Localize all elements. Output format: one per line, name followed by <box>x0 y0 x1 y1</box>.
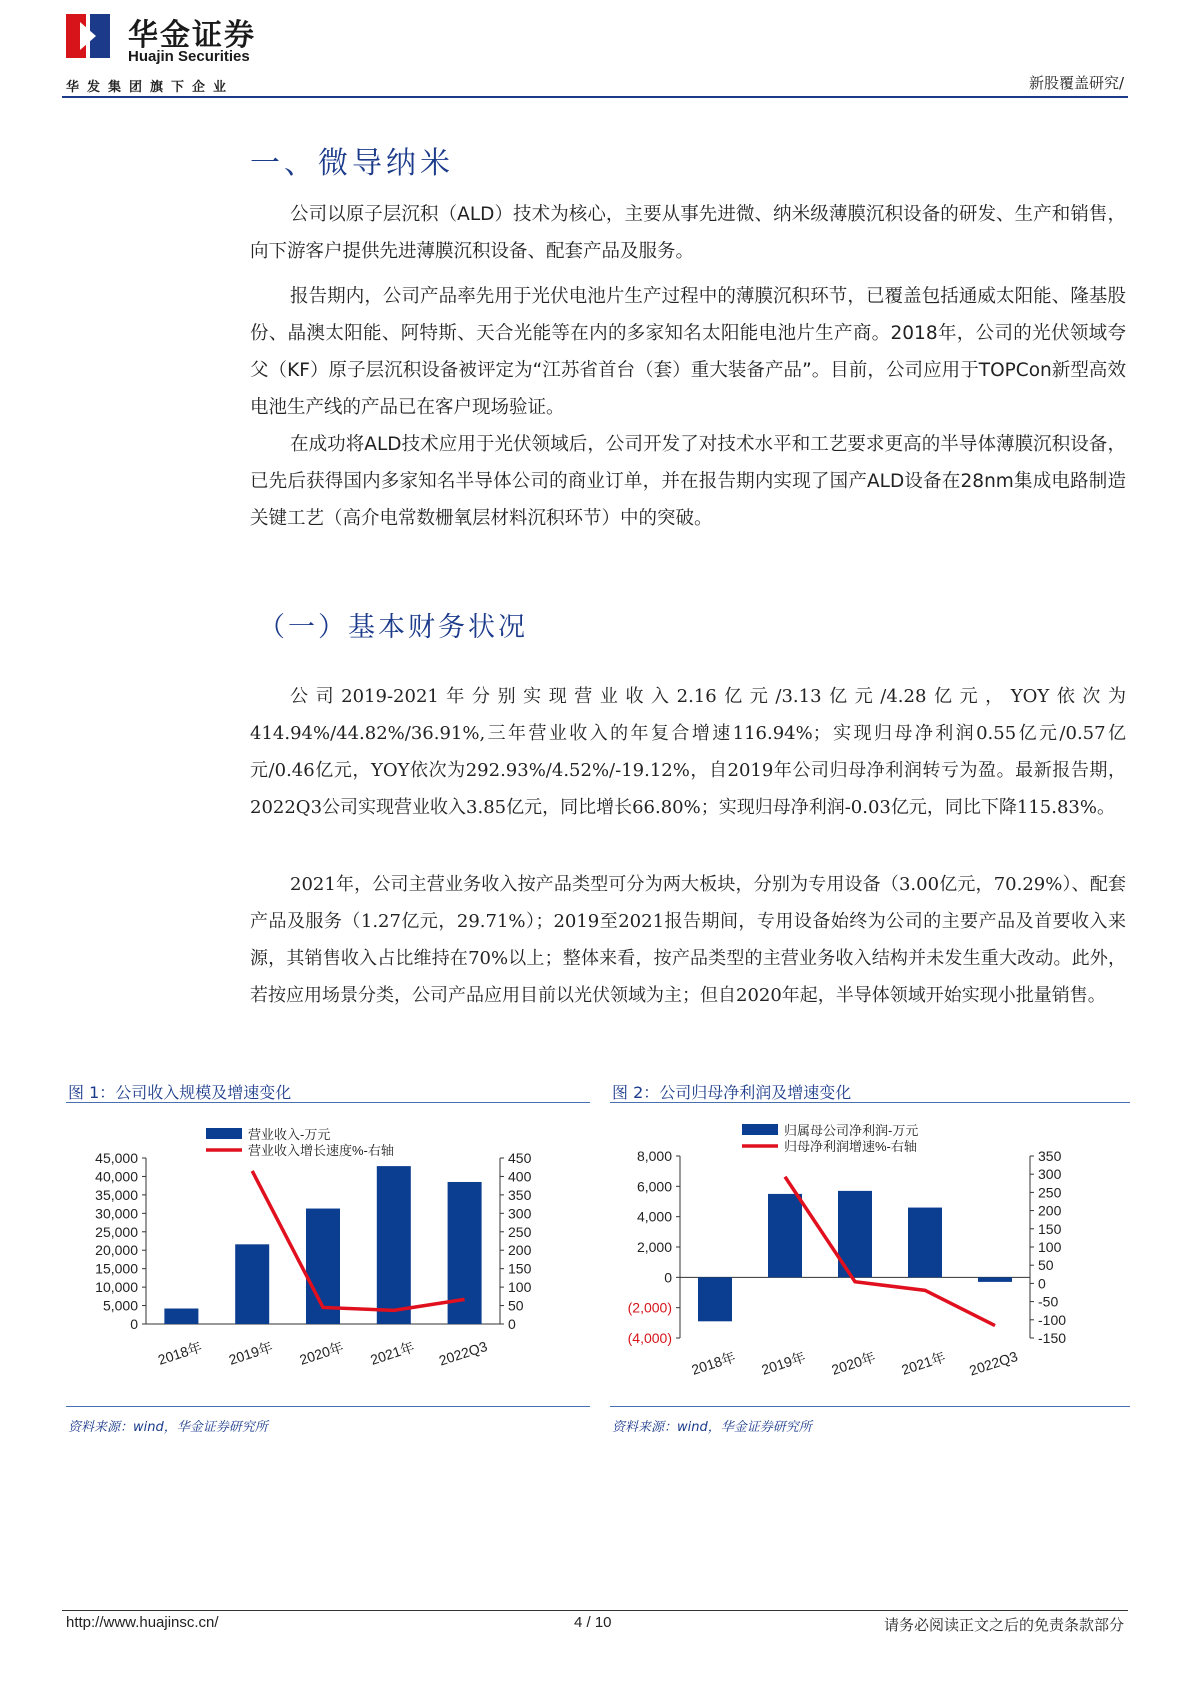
figure-1-source: 资料来源：wind，华金证券研究所 <box>68 1420 268 1435</box>
bar-2021年 <box>908 1208 942 1278</box>
bar-2018年 <box>698 1277 732 1321</box>
x-tick-label: 2021年 <box>899 1348 948 1378</box>
y-right-tick-label: 50 <box>1038 1257 1054 1274</box>
y-left-tick-label: 30,000 <box>95 1205 138 1222</box>
bar-2022Q3 <box>978 1277 1012 1282</box>
x-tick-label: 2020年 <box>297 1338 346 1368</box>
figure-1-top-rule <box>66 1102 590 1103</box>
paragraph: 公司以原子层沉积（ALD）技术为核心，主要从事先进微、纳米级薄膜沉积设备的研发、生产和销售，向下游客户提供先进薄膜沉积设备、配套产品及服务。 <box>250 204 1126 262</box>
figure-1-bottom-rule <box>66 1406 590 1407</box>
net-profit-chart <box>610 1108 1130 1398</box>
header-divider <box>62 96 1128 98</box>
y-right-tick-label: 300 <box>508 1205 532 1222</box>
y-right-tick-label: 350 <box>1038 1148 1062 1164</box>
figure-1-title: 图 1：公司收入规模及增速变化 <box>68 1083 292 1102</box>
y-right-tick-label: 100 <box>1038 1239 1062 1255</box>
x-tick-label: 2022Q3 <box>436 1337 490 1369</box>
legend-line-label: 归母净利润增速%-右轴 <box>784 1139 917 1154</box>
paragraph: 2021年，公司主营业务收入按产品类型可分为两大板块，分别为专用设备（3.00亿元，70.29%）、配套产品及服务（1.27亿元，29.71%）；2019至2021报告期间，专用设备始终为公司的主要产品及首要收入来源，其销售收入占比维持在70%以上；整体来看，按产品类型的主营业务收入结构并未发生重大改动。此外，若按应用场景分类，公司产品应用目前以光伏领域为主；但自2020年起，半导体领域开始实现小批量销售。 <box>250 874 1126 1006</box>
y-right-tick-label: -50 <box>1038 1293 1059 1310</box>
revenue-chart <box>66 1108 590 1398</box>
y-left-tick-label: 0 <box>664 1269 672 1286</box>
y-left-tick-label: 15,000 <box>95 1260 138 1277</box>
y-left-tick-label: (2,000) <box>627 1299 672 1316</box>
paragraph: 在成功将ALD技术应用于光伏领域后，公司开发了对技术水平和工艺要求更高的半导体薄膜沉积设备，已先后获得国内多家知名半导体公司的商业订单，并在报告期内实现了国产ALD设备在28nm集成电路制造关键工艺（高介电常数栅氧层材料沉积环节）中的突破。 <box>250 434 1126 529</box>
x-tick-label: 2022Q3 <box>967 1347 1020 1379</box>
x-tick-label: 2021年 <box>368 1338 417 1368</box>
bar-2019年 <box>235 1244 269 1324</box>
y-left-tick-label: 2,000 <box>636 1239 672 1255</box>
section-title: 一、微导纳米 <box>250 146 454 181</box>
figure-2-source: 资料来源：wind，华金证券研究所 <box>612 1420 812 1435</box>
y-right-tick-label: 250 <box>1038 1184 1062 1201</box>
y-right-tick-label: 0 <box>1038 1275 1046 1292</box>
x-tick-label: 2019年 <box>226 1338 275 1368</box>
y-right-tick-label: 50 <box>508 1297 524 1314</box>
y-left-tick-label: (4,000) <box>627 1330 672 1346</box>
legend-bar-swatch <box>742 1124 778 1135</box>
brand-name-en: Huajin Securities <box>128 48 250 65</box>
page-number: 4 / 10 <box>574 1614 612 1631</box>
y-right-tick-label: 150 <box>508 1260 532 1277</box>
figure-2-bottom-rule <box>610 1406 1130 1407</box>
legend-bar-swatch <box>206 1128 242 1139</box>
bar-2018年 <box>164 1309 198 1324</box>
growth-line <box>252 1171 464 1310</box>
y-left-tick-label: 10,000 <box>95 1279 138 1296</box>
bar-2019年 <box>768 1194 802 1277</box>
legend-bar-label: 营业收入-万元 <box>248 1127 331 1142</box>
report-type-label: 新股覆盖研究/ <box>1028 74 1124 92</box>
footer-divider <box>62 1610 1128 1611</box>
y-left-tick-label: 45,000 <box>95 1150 138 1166</box>
x-tick-label: 2020年 <box>829 1348 878 1378</box>
paragraph: 公司2019-2021年分别实现营业收入2.16亿元/3.13亿元/4.28亿元，YOY依次为414.94%/44.82%/36.91%,三年营业收入的年复合增速116.94%；实现归母净利润0.55亿元/0.57亿元/0.46亿元，YOY依次为292.93%/4.52%/-19.12%，自2019年公司归母净利润转亏为盈。最新报告期，2022Q3公司实现营业收入3.85亿元，同比增长66.80%；实现归母净利润-0.03亿元，同比下降115.83%。 <box>250 686 1126 818</box>
growth-line <box>785 1177 995 1326</box>
y-left-tick-label: 8,000 <box>636 1148 672 1164</box>
figure-2-top-rule <box>610 1102 1130 1103</box>
y-right-tick-label: 200 <box>1038 1202 1062 1219</box>
y-left-tick-label: 6,000 <box>636 1178 672 1195</box>
huajin-logo-icon <box>66 14 110 58</box>
disclaimer-note: 请务必阅读正文之后的免责条款部分 <box>883 1616 1124 1634</box>
bar-2021年 <box>377 1166 411 1324</box>
x-tick-label: 2018年 <box>689 1348 738 1378</box>
footer-url-link[interactable]: http://www.huajinsc.cn/ <box>66 1614 219 1631</box>
y-right-tick-label: 150 <box>1038 1220 1062 1237</box>
y-right-tick-label: 0 <box>508 1316 516 1332</box>
y-right-tick-label: 200 <box>508 1242 532 1259</box>
y-left-tick-label: 0 <box>130 1316 138 1332</box>
brand-subtitle: 华发集团旗下企业 <box>66 80 235 95</box>
y-left-tick-label: 5,000 <box>102 1297 138 1314</box>
y-right-tick-label: -150 <box>1038 1330 1067 1346</box>
y-right-tick-label: -100 <box>1038 1311 1067 1328</box>
y-right-tick-label: 400 <box>508 1168 532 1185</box>
y-left-tick-label: 20,000 <box>95 1242 138 1259</box>
y-left-tick-label: 35,000 <box>95 1186 138 1203</box>
legend-line-label: 营业收入增长速度%-右轴 <box>248 1143 394 1158</box>
brand-name-cn: 华金证券 <box>128 18 256 53</box>
y-right-tick-label: 350 <box>508 1186 532 1203</box>
y-left-tick-label: 4,000 <box>636 1208 672 1225</box>
subsection-title: （一）基本财务状况 <box>258 612 528 643</box>
y-right-tick-label: 100 <box>508 1279 532 1296</box>
y-right-tick-label: 300 <box>1038 1166 1062 1183</box>
y-left-tick-label: 40,000 <box>95 1168 138 1185</box>
y-right-tick-label: 450 <box>508 1150 532 1166</box>
y-left-tick-label: 25,000 <box>95 1223 138 1240</box>
x-tick-label: 2019年 <box>759 1348 808 1378</box>
figure-2-title: 图 2：公司归母净利润及增速变化 <box>612 1083 852 1102</box>
legend-bar-label: 归属母公司净利润-万元 <box>784 1123 919 1138</box>
x-tick-label: 2018年 <box>155 1338 204 1368</box>
paragraph: 报告期内，公司产品率先用于光伏电池片生产过程中的薄膜沉积环节，已覆盖包括通威太阳能、隆基股份、晶澳太阳能、阿特斯、天合光能等在内的多家知名太阳能电池片生产商。2018年，公司的光伏领域夸父（KF）原子层沉积设备被评定为“江苏省首台（套）重大装备产品”。目前，公司应用于TOPCon新型高效电池生产线的产品已在客户现场验证。 <box>250 286 1126 418</box>
y-right-tick-label: 250 <box>508 1223 532 1240</box>
